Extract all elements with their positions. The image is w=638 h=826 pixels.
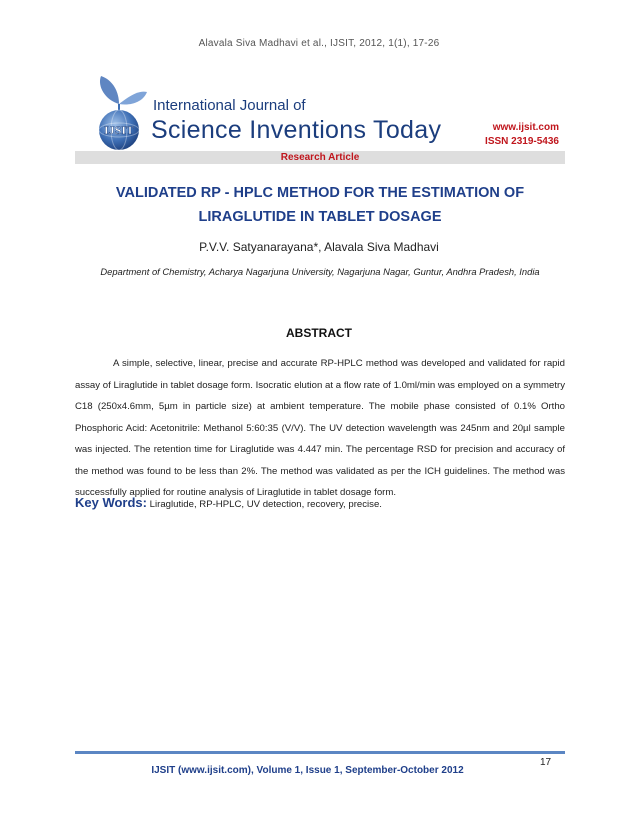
journal-name-line1: International Journal of xyxy=(153,97,306,114)
article-title: VALIDATED RP - HPLC METHOD FOR THE ESTIMATION OF LIRAGLUTIDE IN TABLET DOSAGE xyxy=(115,185,525,225)
article-authors: P.V.V. Satyanarayana*, Alavala Siva Madhavi xyxy=(199,240,439,254)
author-affiliation: Department of Chemistry, Acharya Nagarjuna University, Nagarjuna Nagar, Guntur, Andhra Pradesh, India xyxy=(100,266,540,277)
journal-url: www.ijsit.com xyxy=(492,122,559,133)
abstract-body: A simple, selective, linear, precise and accurate RP-HPLC method was developed and validated for rapid assay of Liraglutide in tablet dosage form. Isocratic elution at a flow rate of 1.0ml/min was employed on a symmetry C18 (250x4.6mm, 5µm in particle size) at ambient temperature. The mobile phase consisted of 0.1% Ortho Phosphoric Acid: Acetonitrile: Methanol 5:60:35 (V/V). The UV detection wavelength was 245nm and 20µl sample was injected. The retention time for Liraglutide was 4.447 min. The percentage RSD for precision and accuracy of the method was found to be less than 2%. The method was validated as per the ICH guidelines. The method was successfully applied for routine analysis of Liraglutide in tablet dosage form. xyxy=(75,358,565,498)
keywords-text: Liraglutide, RP-HPLC, UV detection, recovery, precise. xyxy=(149,499,382,510)
running-header: Alavala Siva Madhavi et al., IJSIT, 2012, 1(1), 17-26 xyxy=(198,38,440,49)
article-type-label: Research Article xyxy=(280,152,360,163)
footer-rule xyxy=(75,751,565,754)
article-type-bar xyxy=(75,151,565,164)
keywords xyxy=(75,495,565,510)
abstract-heading: ABSTRACT xyxy=(286,326,352,340)
keywords-label: Key Words: xyxy=(75,495,147,510)
page-number: 17 xyxy=(540,757,552,768)
logo-text: IJSIT xyxy=(103,123,135,137)
journal-name-line2: Science Inventions Today xyxy=(151,116,442,144)
footer-text: IJSIT (www.ijsit.com), Volume 1, Issue 1, September-October 2012 xyxy=(151,765,464,776)
journal-logo-icon xyxy=(85,74,153,154)
journal-issn: ISSN 2319-5436 xyxy=(485,136,559,147)
